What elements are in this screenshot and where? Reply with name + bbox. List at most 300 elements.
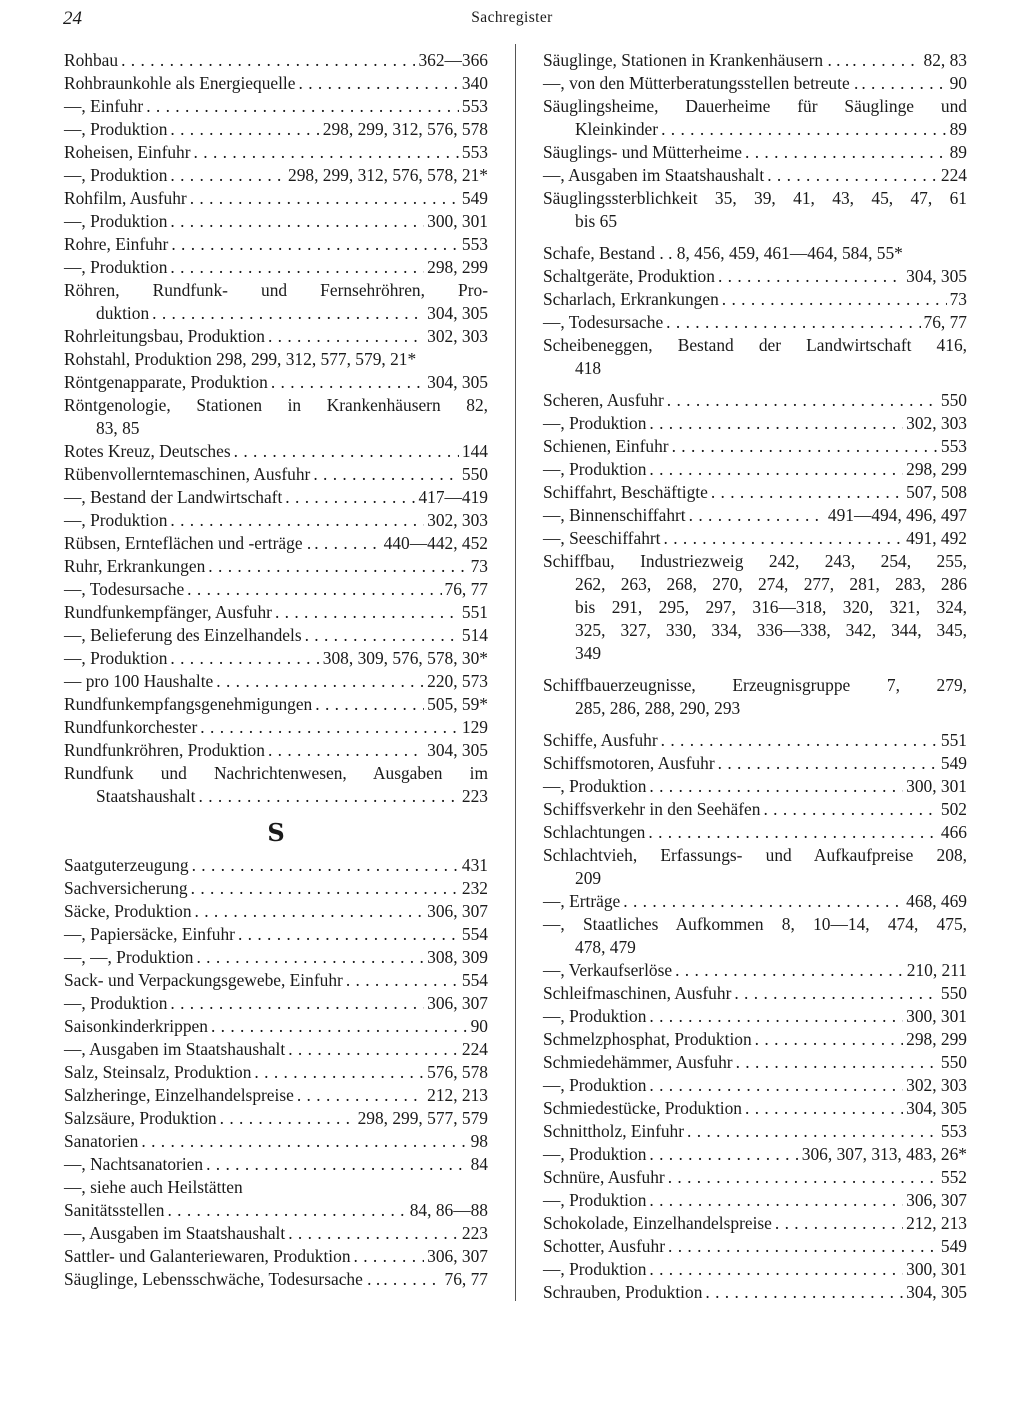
entry-term: Schienen, Einfuhr: [543, 436, 669, 456]
index-entry: [64, 532, 488, 555]
entry-term: —, —, Produktion: [64, 947, 194, 967]
index-entry: [543, 752, 967, 775]
page-references: 507, 508: [906, 482, 967, 502]
entry-line: [64, 854, 488, 877]
entry-first-line: Scheibeneggen, Bestand der Landwirtschaft 416,: [543, 335, 967, 355]
dot-leader: [852, 49, 920, 72]
page-references: 300, 301: [906, 1259, 967, 1279]
page-references: 468, 469: [906, 891, 967, 911]
dot-leader: [152, 302, 424, 325]
dot-leader: [206, 1153, 468, 1176]
section-letter-heading: S: [267, 818, 285, 847]
entry-line: [543, 1143, 967, 1166]
entry-line: [543, 959, 967, 982]
dot-leader: [299, 72, 459, 95]
index-entry: [543, 1258, 967, 1281]
entry-term: —, Produktion: [64, 211, 168, 231]
dot-leader: [649, 1143, 798, 1166]
page-references: 340: [461, 73, 488, 93]
index-entry: [543, 334, 967, 380]
entry-term: 478, 479: [575, 937, 636, 957]
page-references: 554: [461, 924, 488, 944]
dot-leader: [649, 1189, 903, 1212]
page-references: 298, 299, 312, 576, 578, 21*: [288, 165, 488, 185]
entry-term: Rübsen, Ernteflächen und -erträge .: [64, 533, 312, 553]
entry-line: [64, 463, 488, 486]
dot-leader: [297, 1084, 424, 1107]
dot-leader: [254, 1061, 424, 1084]
entry-line: [543, 481, 967, 504]
index-entry: [543, 844, 967, 890]
dot-leader: [705, 1281, 903, 1304]
dot-leader: [722, 288, 947, 311]
entry-line: [543, 798, 967, 821]
entry-line: [543, 311, 967, 334]
entry-first-line: Schlachtvieh, Erfassungs- und Aufkaufpreise 208,: [543, 845, 967, 865]
entry-term: Schiffahrt, Beschäftigte: [543, 482, 708, 502]
entry-term: Säuglinge, Lebensschwäche, Todesursache . .: [64, 1269, 381, 1289]
index-entry: [64, 256, 488, 279]
entry-term: Saisonkinderkrippen: [64, 1016, 208, 1036]
page-references: 306, 307: [427, 993, 488, 1013]
entry-term: —, Nachtsanatorien: [64, 1154, 204, 1174]
entry-line: Schiffbauerzeugnisse, Erzeugnisgruppe 7, 279,: [543, 675, 967, 695]
index-entry: [64, 279, 488, 325]
dot-leader: [146, 95, 459, 118]
index-entry: [64, 1222, 488, 1245]
dot-leader: [666, 311, 920, 334]
index-entry: [543, 1235, 967, 1258]
index-entry: [543, 1281, 967, 1304]
running-head: Sachregister: [471, 9, 553, 26]
entry-term: —, Produktion: [64, 993, 168, 1013]
index-entry: [64, 1130, 488, 1153]
page-references: 550: [940, 983, 967, 1003]
entry-term: Schafe, Bestand . . 8, 456, 459, 461—464, 584, 55*: [543, 243, 903, 263]
entry-line: [64, 1038, 488, 1061]
entry-first-line: Säuglingssterblichkeit 35, 39, 41, 43, 45, 47, 61: [543, 188, 967, 208]
entry-term: bis 65: [575, 211, 618, 231]
entry-line: [543, 1189, 967, 1212]
dot-leader: [687, 1120, 938, 1143]
index-entry: [543, 49, 967, 72]
entry-term: Rohstahl, Produktion 298, 299, 312, 577, 579, 21*: [64, 349, 417, 369]
page-references: 553: [461, 142, 488, 162]
index-entry: [543, 550, 967, 665]
entry-line: [64, 1061, 488, 1084]
index-entry: [64, 1015, 488, 1038]
entry-line: [64, 670, 488, 693]
entry-term: —, Einfuhr: [64, 96, 144, 116]
entry-term: —, Erträge: [543, 891, 621, 911]
entry-term: Sattler- und Galanteriewaren, Produktion: [64, 1246, 351, 1266]
index-entry: [64, 187, 488, 210]
entry-term: Rohfilm, Ausfuhr: [64, 188, 187, 208]
page-references: 431: [461, 855, 488, 875]
page-references: 306, 307: [906, 1190, 967, 1210]
index-entry: [64, 716, 488, 739]
page-references: 76, 77: [444, 579, 488, 599]
entry-line: [543, 1235, 967, 1258]
index-entry: [543, 1189, 967, 1212]
entry-term: —, Produktion: [543, 1259, 647, 1279]
entry-gap: [543, 233, 967, 242]
page-references: 300, 301: [906, 776, 967, 796]
entry-term: —, Produktion: [543, 1144, 647, 1164]
entry-term: Röntgenapparate, Produktion: [64, 372, 268, 392]
page-references: 89: [949, 142, 967, 162]
entry-line: [543, 752, 967, 775]
page-references: 76, 77: [444, 1269, 488, 1289]
index-entry: [543, 959, 967, 982]
dot-leader: [200, 716, 459, 739]
entry-line: [543, 1281, 967, 1304]
entry-term: Schmiedehämmer, Ausfuhr: [543, 1052, 733, 1072]
entry-line: [543, 936, 967, 959]
page-references: 553: [940, 436, 967, 456]
entry-term: Schnüre, Ausfuhr: [543, 1167, 665, 1187]
entry-gap: [543, 380, 967, 389]
entry-line: [543, 1212, 967, 1235]
entry-term: Staatshaushalt: [96, 786, 196, 806]
dot-leader: [305, 624, 459, 647]
index-entry: [543, 458, 967, 481]
page-references: 549: [940, 753, 967, 773]
dot-leader: [196, 946, 424, 969]
page-references: 308, 309, 576, 578, 30*: [322, 648, 488, 668]
entry-line: [543, 1028, 967, 1051]
index-entry: [64, 877, 488, 900]
index-entry: [64, 1268, 488, 1291]
dot-leader: [718, 752, 938, 775]
dot-leader: [121, 49, 415, 72]
entry-gap: [543, 665, 967, 674]
index-entry: [64, 762, 488, 808]
entry-line: [64, 371, 488, 394]
entry-term: Salzsäure, Produktion: [64, 1108, 217, 1128]
page-references: 298, 299: [427, 257, 488, 277]
entry-term: Rohre, Einfuhr: [64, 234, 169, 254]
entry-term: Schotter, Ausfuhr: [543, 1236, 665, 1256]
entry-term: Schmiedestücke, Produktion: [543, 1098, 742, 1118]
page-references: 304, 305: [906, 1282, 967, 1302]
entry-line: [543, 49, 967, 72]
entry-term: Säuglings- und Mütterheime: [543, 142, 742, 162]
entry-term: —, von den Mütterberatungsstellen betreute .: [543, 73, 859, 93]
dot-leader: [234, 440, 459, 463]
page-references: 302, 303: [906, 1075, 967, 1095]
dot-leader: [649, 1074, 903, 1097]
entry-term: Saatguterzeugung: [64, 855, 189, 875]
dot-leader: [664, 527, 904, 550]
page-references: 306, 307, 313, 483, 26*: [801, 1144, 967, 1164]
entry-line: [543, 1166, 967, 1189]
entry-line: [64, 440, 488, 463]
index-entry: [64, 1176, 488, 1199]
index-entry: [64, 486, 488, 509]
entry-line: [64, 1107, 488, 1130]
dot-leader: [220, 1107, 355, 1130]
entry-term: Sanitätsstellen: [64, 1200, 165, 1220]
entry-line: [64, 1199, 488, 1222]
page-references: 553: [461, 234, 488, 254]
entry-term: Scharlach, Erkrankungen: [543, 289, 719, 309]
index-entry: [543, 187, 967, 233]
entry-term: Säuglinge, Stationen in Krankenhäusern . . .: [543, 50, 850, 70]
entry-first-line: Röhren, Rundfunk- und Fernsehröhren, Pro-: [64, 280, 488, 300]
dot-leader: [763, 798, 937, 821]
index-entry: [64, 164, 488, 187]
page-references: 298, 299: [906, 459, 967, 479]
page-references: 550: [940, 1052, 967, 1072]
page-references: 576, 578: [427, 1062, 488, 1082]
entry-term: Schmelzphosphat, Produktion: [543, 1029, 752, 1049]
index-entry: [543, 412, 967, 435]
entry-line: [543, 242, 967, 265]
dot-leader: [190, 187, 459, 210]
index-entry: [64, 118, 488, 141]
page-references: 304, 305: [427, 303, 488, 323]
index-entry: [543, 982, 967, 1005]
entry-first-line: Röntgenologie, Stationen in Krankenhäusern 82,: [64, 395, 488, 415]
entry-line: [543, 1074, 967, 1097]
entry-line: bis 291, 295, 297, 316—318, 320, 321, 324,: [575, 597, 967, 617]
entry-term: Ruhr, Erkrankungen: [64, 556, 206, 576]
entry-line: [64, 946, 488, 969]
page-references: 302, 303: [906, 413, 967, 433]
page-references: 232: [461, 878, 488, 898]
entry-term: 83, 85: [96, 418, 140, 438]
index-entry: [543, 1143, 967, 1166]
dot-leader: [649, 775, 903, 798]
dot-leader: [736, 1051, 938, 1074]
column-divider: [515, 44, 516, 1301]
entry-line: [64, 1268, 488, 1291]
dot-leader: [216, 670, 424, 693]
index-entry: [543, 242, 967, 265]
entry-first-line: —, Staatliches Aufkommen 8, 10—14, 474, 475,: [543, 914, 967, 934]
index-entry: [543, 141, 967, 164]
dot-leader: [195, 900, 425, 923]
page-references: 302, 303: [427, 326, 488, 346]
entry-line: [64, 256, 488, 279]
page-references: 306, 307: [427, 901, 488, 921]
entry-line: [64, 49, 488, 72]
page-references: 73: [949, 289, 967, 309]
entry-term: Schnittholz, Einfuhr: [543, 1121, 685, 1141]
entry-term: Scheren, Ausfuhr: [543, 390, 664, 410]
entry-line: [543, 141, 967, 164]
entry-line: [64, 417, 488, 440]
entry-line: [64, 210, 488, 233]
index-entry: [64, 49, 488, 72]
entry-line: [543, 982, 967, 1005]
entry-term: Roheisen, Einfuhr: [64, 142, 191, 162]
dot-leader: [194, 141, 459, 164]
page-references: 553: [940, 1121, 967, 1141]
entry-term: —, Bestand der Landwirtschaft: [64, 487, 283, 507]
index-entry: [543, 1028, 967, 1051]
index-entry: [64, 601, 488, 624]
index-entry: [64, 946, 488, 969]
entry-term: Schlachtungen: [543, 822, 646, 842]
entry-line: [64, 578, 488, 601]
entry-line: [64, 187, 488, 210]
entry-term: Sack- und Verpackungsgewebe, Einfuhr: [64, 970, 343, 990]
entry-term: —, Ausgaben im Staatshaushalt: [64, 1039, 286, 1059]
entry-line: [64, 716, 488, 739]
dot-leader: [767, 164, 938, 187]
page-references: 73: [470, 556, 488, 576]
entry-term: —, Todesursache: [64, 579, 185, 599]
page-references: 302, 303: [427, 510, 488, 530]
index-entry: [543, 775, 967, 798]
entry-term: Kleinkinder: [575, 119, 659, 139]
index-entry: [64, 693, 488, 716]
page-references: 304, 305: [906, 266, 967, 286]
page-references: 552: [940, 1167, 967, 1187]
entry-term: Rundfunkorchester: [64, 717, 198, 737]
dot-leader: [734, 982, 938, 1005]
entry-line: [64, 647, 488, 670]
dot-leader: [187, 578, 441, 601]
entry-term: 418: [575, 358, 602, 378]
entry-term: —, Verkaufserlöse: [543, 960, 673, 980]
entry-line: [64, 325, 488, 348]
index-column-left: [64, 49, 488, 1291]
entry-line: [64, 486, 488, 509]
entry-line: [543, 265, 967, 288]
entry-term: —, Seeschiffahrt: [543, 528, 661, 548]
page-references: 440—442, 452: [383, 533, 488, 553]
entry-line: [64, 1015, 488, 1038]
index-entry: [543, 265, 967, 288]
entry-line: [64, 923, 488, 946]
index-entry: [64, 1153, 488, 1176]
page-references: 300, 301: [427, 211, 488, 231]
page-references: 90: [470, 1016, 488, 1036]
entry-line: [543, 118, 967, 141]
dot-leader: [346, 969, 459, 992]
entry-gap: [543, 720, 967, 729]
entry-line: [64, 118, 488, 141]
entry-line: [543, 527, 967, 550]
entry-line: [543, 504, 967, 527]
entry-line: [64, 969, 488, 992]
entry-line: [64, 164, 488, 187]
page-references: 550: [461, 464, 488, 484]
page-references: 505, 59*: [427, 694, 488, 714]
dot-leader: [285, 486, 415, 509]
index-entry: [64, 900, 488, 923]
entry-line: 349: [575, 643, 602, 663]
entry-line: [64, 233, 488, 256]
index-entry: [64, 440, 488, 463]
index-entry: [64, 1061, 488, 1084]
entry-line: [64, 992, 488, 1015]
dot-leader: [170, 118, 319, 141]
dot-leader: [170, 164, 285, 187]
entry-line: [543, 1120, 967, 1143]
dot-leader: [667, 389, 938, 412]
index-entry: [64, 624, 488, 647]
entry-line: [543, 1051, 967, 1074]
entry-term: Rundfunkempfänger, Ausfuhr: [64, 602, 272, 622]
dot-leader: [167, 1199, 406, 1222]
entry-line: 285, 286, 288, 290, 293: [575, 698, 741, 718]
index-entry: [64, 394, 488, 440]
index-entry: [543, 1166, 967, 1189]
entry-term: Rohbau: [64, 50, 119, 70]
entry-term: —, Produktion: [543, 1190, 647, 1210]
dot-leader: [141, 1130, 467, 1153]
entry-line: [543, 821, 967, 844]
entry-term: Salz, Steinsalz, Produktion: [64, 1062, 252, 1082]
entry-line: [543, 435, 967, 458]
index-entry: [64, 1107, 488, 1130]
entry-first-line: Säuglingsheime, Dauerheime für Säuglinge und: [543, 96, 967, 116]
entry-term: — pro 100 Haushalte: [64, 671, 214, 691]
entry-term: 209: [575, 868, 602, 888]
index-entry: [64, 992, 488, 1015]
entry-line: [543, 1005, 967, 1028]
entry-line: [543, 729, 967, 752]
page-references: 90: [949, 73, 967, 93]
page-references: 84, 86—88: [409, 1200, 488, 1220]
dot-leader: [689, 504, 825, 527]
entry-line: [64, 739, 488, 762]
entry-line: [64, 1130, 488, 1153]
dot-leader: [718, 265, 903, 288]
entry-term: —, Produktion: [543, 413, 647, 433]
entry-line: [64, 900, 488, 923]
entry-term: Rundfunkröhren, Produktion: [64, 740, 265, 760]
page-references: 220, 573: [427, 671, 488, 691]
entry-line: [64, 1084, 488, 1107]
entry-line: [543, 164, 967, 187]
entry-term: duktion: [96, 303, 150, 323]
dot-leader: [755, 1028, 903, 1051]
page-references: 362—366: [418, 50, 488, 70]
entry-line: [64, 693, 488, 716]
index-entry: [543, 1074, 967, 1097]
entry-line: [64, 509, 488, 532]
index-column-right: [543, 49, 967, 1304]
page-references: 491—494, 496, 497: [827, 505, 967, 525]
page-references: 300, 301: [906, 1006, 967, 1026]
page-references: 304, 305: [427, 372, 488, 392]
index-entry: [64, 1038, 488, 1061]
entry-term: Schiffsverkehr in den Seehäfen: [543, 799, 761, 819]
dot-leader: [170, 992, 424, 1015]
entry-line: Schiffbau, Industriezweig 242, 243, 254, 255,: [543, 551, 967, 571]
entry-term: —, Binnenschiffahrt: [543, 505, 686, 525]
page-references: 98: [470, 1131, 488, 1151]
page-references: 304, 305: [427, 740, 488, 760]
entry-line: [64, 348, 488, 371]
entry-line: [543, 1258, 967, 1281]
entry-term: —, Produktion: [64, 165, 168, 185]
index-entry: [64, 210, 488, 233]
index-entry: [543, 1005, 967, 1028]
entry-line: [64, 877, 488, 900]
entry-line: [64, 601, 488, 624]
index-entry: [543, 1097, 967, 1120]
entry-term: Schiffsmotoren, Ausfuhr: [543, 753, 715, 773]
page-references: 514: [461, 625, 488, 645]
index-entry: [64, 509, 488, 532]
dot-leader: [649, 1005, 903, 1028]
